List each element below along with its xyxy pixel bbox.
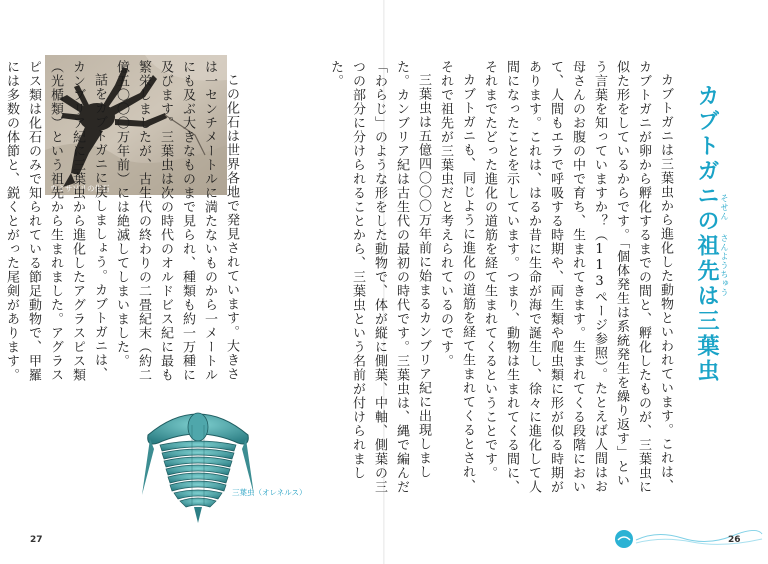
- section-heading: カブトガニの祖先は三葉虫: [694, 84, 719, 384]
- right-paragraph-2: カブトガニも、同じように進化の道筋を経て生まれてくるとされ、それで祖先が三葉虫だと考えられているのです。: [438, 60, 475, 493]
- left-paragraph-1: この化石は世界各地で発見されています。大きさは一センチメートルに満たないものから一メートルにも及ぶ大きなものまで見られ、種類も約一万種に及びます。三葉虫は次の時代のオルドビス紀に最も繁栄しましたが、古生代の終わりの二畳紀末（約二億五〇〇〇万年前）には絶滅してしまいました。: [114, 60, 239, 382]
- left-page-body: [4, 60, 242, 390]
- right-page-body: [328, 60, 676, 500]
- heading-ruby-sosen: そせん: [720, 194, 729, 221]
- eurypterid-caption: ウミサソリの化石: [50, 184, 110, 193]
- heading-ruby-sanyouchuu: さんようちゅう: [720, 234, 729, 297]
- trilobite-caption: 三葉虫（オレネルス）: [232, 488, 307, 497]
- left-paragraph-2: 話をカブトガニに戻しましょう。カブトガニは、カンブリア紀に三葉虫から進化したアグラスピス類（光楯類）という祖先から生まれました。アグラスピス類は化石のみで知られている節足動物で、甲羅には多数の体節と、鋭くとがった尾剣があります。: [4, 60, 107, 382]
- right-paragraph-1: カブトガニは三葉虫から進化した動物といわれています。これは、カブトガニが卵から孵化するまでの間と、孵化したものが、三葉虫に似た形をしているからです。「個体発生は系統発生を繰り返す」という言葉を知っていますか？（113ページ参照）。たとえば人間はお母さんのお腹の中で育ち、生まれてきます。生まれてくる段階において、人間もエラで呼吸する時期や、両生類や爬虫類に形が似る時期があります。これは、はるか昔に生命が海で誕生し、徐々に進化して人間になったことを示しています。つまり、動物は生まれてくる間に、それまでたどった進化の道筋を経て生まれてくるということです。: [482, 60, 673, 494]
- trilobite-illustration: [138, 395, 258, 525]
- trilobite-icon: [138, 395, 258, 525]
- page-number-left: 27: [30, 535, 43, 545]
- right-paragraph-3: 三葉虫は五億四〇〇〇万年前に始まるカンブリア紀に出現しました。カンブリア紀は古生代の最初の時代です。三葉虫は、縄で編んだ「わらじ」のような形をした動物で、体が縦に側葉、中軸、側葉の三つの部分に分けられることから、三葉虫という名前が付けられました。: [328, 60, 431, 494]
- page-number-right: 26: [728, 535, 741, 545]
